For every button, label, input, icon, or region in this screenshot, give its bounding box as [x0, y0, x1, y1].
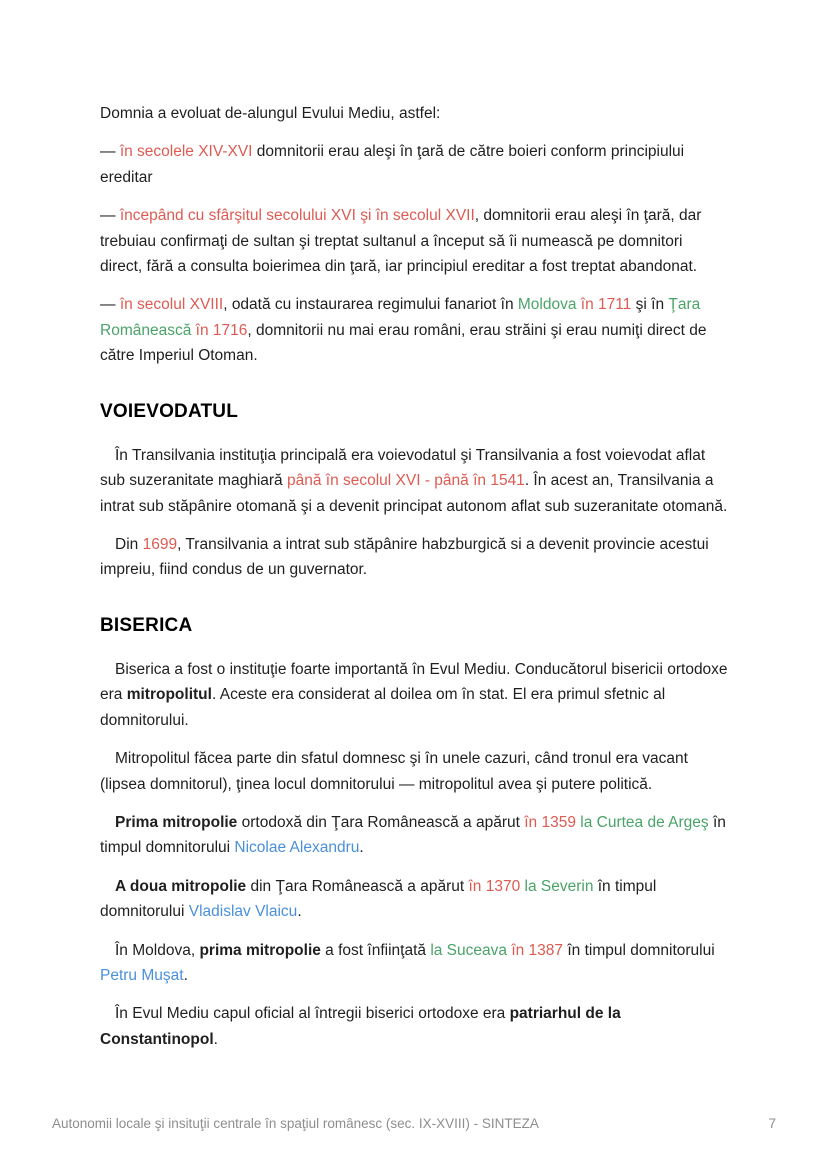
text-run: Din	[115, 536, 143, 554]
date-highlight: în 1370	[468, 877, 521, 895]
date-highlight: începând cu sfârşitul secolului XVI şi în secolul XVII	[119, 207, 475, 225]
date-highlight: în 1711	[576, 296, 632, 314]
text-run: În Evul Mediu capul oficial al întregii biserici ortodoxe era	[115, 1005, 510, 1023]
text-run: în timpul domnitorului	[563, 941, 715, 959]
date-highlight: 1699	[142, 536, 178, 554]
bold-term: prima mitropolie	[199, 941, 321, 959]
paragraph-secolul-18	[100, 292, 728, 368]
text-run: , domnitorii erau aleşi în ţară, dar trebuiau confirmaţi de sultan şi treptat sultanul a început să îi numească pe domnitori direct, fără a consulta boierimea din ţară, iar principiul ereditar a fost treptat abandonat.	[100, 207, 702, 276]
text-run: Mitropolitul făcea parte din sfatul domnesc şi în unele cazuri, când tronul era vacant (lipsea domnitorul), ţinea locul domnitorului — mitropolitul avea şi putere politică.	[100, 750, 688, 793]
text-run: Domnia a evoluat de-alungul Evului Mediu, astfel:	[100, 105, 441, 122]
paragraph-secolele-14-16	[100, 139, 728, 190]
heading-biserica: BISERICA	[100, 614, 193, 636]
date-highlight: până în secolul XVI - până în 1541	[286, 472, 525, 490]
bold-term: patriarhul de la Constantinopol	[100, 1005, 621, 1048]
date-highlight: în secolul XVIII	[119, 296, 224, 314]
paragraph-domnia-intro	[100, 101, 728, 126]
page-footer	[0, 1116, 828, 1131]
text-run: —	[100, 296, 120, 314]
text-run: din Ţara Românească a apărut	[246, 877, 469, 895]
paragraph-prima-mitropolie	[100, 810, 728, 861]
footer-page-number: 7	[768, 1116, 776, 1131]
text-run: .	[297, 903, 302, 921]
document-body	[100, 101, 728, 1065]
place-highlight: la Severin	[520, 877, 594, 895]
text-run: domnitorii erau aleşi în ţară de către boieri conform principiului ereditar	[100, 143, 685, 186]
bold-term: A doua mitropolie	[115, 877, 247, 895]
date-highlight: în 1716	[191, 321, 248, 339]
text-run: —	[100, 207, 120, 225]
heading-voievodatul: VOIEVODATUL	[100, 400, 239, 422]
text-run: .	[213, 1030, 218, 1048]
person-name: Petru Muşat	[100, 967, 184, 985]
paragraph-a-doua-mitropolie	[100, 874, 728, 925]
text-run: , Transilvania a intrat sub stăpânire habzburgică si a devenit provincie acestui impreiu, fiind condus de un guvernator.	[100, 536, 709, 579]
paragraph-transilvania-voievodat	[100, 443, 728, 519]
text-run: —	[100, 143, 120, 161]
text-run: , odată cu instaurarea regimului fanariot în	[223, 296, 518, 314]
paragraph-patriarh	[100, 1001, 728, 1052]
text-run: . Aceste era considerat al doilea om în stat. El era primul sfetnic al domnitorului.	[100, 686, 666, 729]
date-highlight: în secolele XIV-XVI	[119, 143, 253, 161]
footer-document-title: Autonomii locale şi insituţii centrale în spaţiul românesc (sec. IX-XVIII) - SINTEZA	[52, 1116, 539, 1131]
paragraph-secolul-16-17	[100, 203, 728, 279]
text-run: .	[359, 839, 364, 857]
bold-term: mitropolitul	[126, 686, 212, 704]
text-run: a fost înfiinţată	[320, 941, 431, 959]
text-run: Biserica a fost o instituţie foarte importantă în Evul Mediu. Conducătorul bisericii ortodoxe era	[100, 661, 728, 704]
place-highlight: Moldova	[517, 296, 577, 314]
text-run: , domnitorii nu mai erau români, erau străini şi erau numiţi direct de către Imperiul Otoman.	[100, 321, 707, 365]
text-run: . În acest an, Transilvania a intrat sub stăpânire otomană şi a devenit principat autonom aflat sub suzeranitate otomană.	[100, 472, 728, 515]
text-run: În Moldova,	[115, 941, 200, 959]
date-highlight: în 1387	[507, 941, 564, 959]
text-run: În Transilvania instituţia principală era voievodatul şi Transilvania a fost voievodat aflat sub suzeranitate maghiară	[100, 446, 706, 490]
place-highlight: la Suceava	[430, 941, 508, 959]
person-name: Vladislav Vlaicu	[188, 903, 298, 921]
date-highlight: în 1359	[524, 814, 576, 832]
place-highlight: la Curtea de Argeş	[575, 814, 709, 832]
place-highlight: Ţara Românească	[100, 296, 701, 339]
paragraph-transilvania-habsburg	[100, 532, 728, 583]
text-run: .	[183, 967, 188, 985]
paragraph-biserica-intro	[100, 657, 728, 733]
text-run: în timpul domnitorului	[100, 814, 726, 857]
bold-term: Prima mitropolie	[115, 814, 238, 832]
text-run: şi în	[631, 296, 669, 314]
paragraph-mitropolit-rol	[100, 746, 728, 797]
paragraph-mitropolie-moldova	[100, 938, 728, 989]
text-run: în timpul domnitorului	[100, 877, 657, 921]
text-run: ortodoxă din Ţara Românească a apărut	[237, 814, 525, 832]
person-name: Nicolae Alexandru	[234, 839, 360, 857]
